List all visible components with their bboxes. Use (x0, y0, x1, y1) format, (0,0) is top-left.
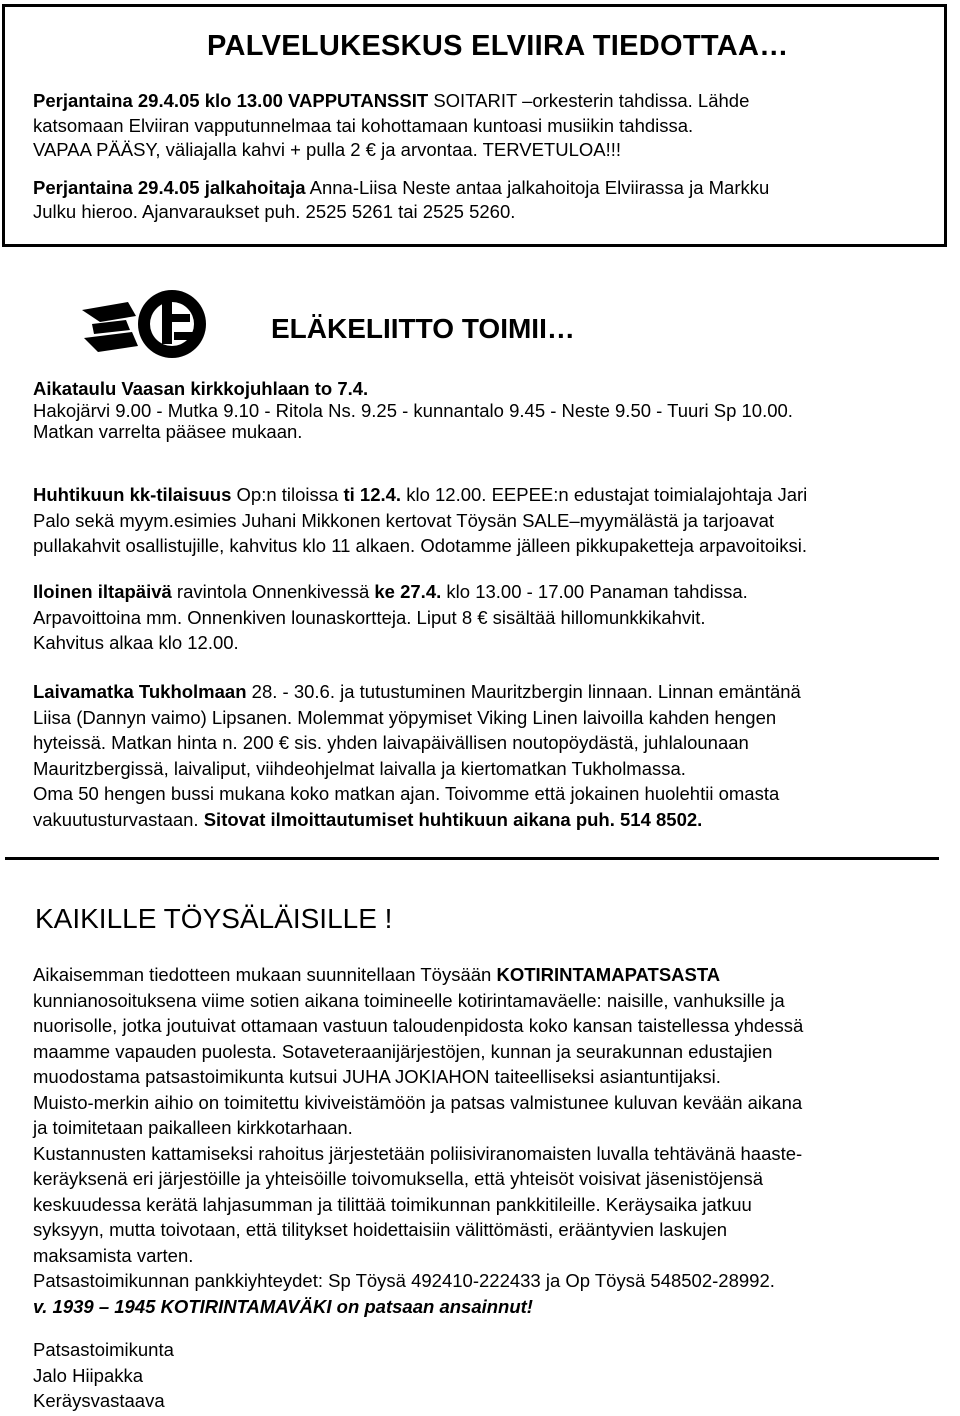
text-line: Kustannusten kattamiseksi rahoitus järjestetään poliisiviranomaisten luvalla tehtävänä haaste- (33, 1142, 803, 1164)
kotirintama-section (33, 962, 803, 1319)
text-line: Mauritzbergissä, laivaliput, viihdeohjelmat laivalla ja kiertomatkan Tukholmassa. (33, 757, 686, 779)
kotirintama-text: Aikaisemman tiedotteen mukaan suunnitellaan Töysään (33, 964, 497, 985)
text-line: maksamista varten. (33, 1244, 194, 1266)
elakeliitto-logo (80, 288, 218, 360)
text-line: kunnianosoituksena viime sotien aikana toimineelle kotirintamaväelle: naisille, vanhuksille ja (33, 989, 785, 1011)
laivamatka-text: 28. - 30.6. ja tutustuminen Mauritzbergin linnaan. Linnan emäntänä (246, 681, 801, 702)
text-line: VAPAA PÄÄSY, väliajalla kahvi + pulla 2 € ja arvontaa. TERVETULOA!!! (33, 139, 622, 160)
schedule-section (33, 378, 793, 443)
text-line: nuorisolle, jotka joutuivat ottamaan vastuun taloudenpidosta koko kansan taistellessa yhdessä (33, 1015, 804, 1036)
elviira-title: PALVELUKESKUS ELVIIRA TIEDOTTAA… (207, 30, 789, 62)
kk-text: klo 12.00. EEPEE:n edustajat toimialajohtaja Jari (401, 484, 808, 505)
iloinen-section (33, 579, 748, 656)
text-line: Oma 50 hengen bussi mukana koko matkan ajan. Toivomme että jokainen huolehtii omasta (33, 783, 780, 804)
text-line (33, 579, 748, 605)
jalkahoitaja-desc: Anna-Liisa Neste antaa jalkahoitoja Elviirassa ja Markku (305, 176, 770, 198)
kaikille-title: KAIKILLE TÖYSÄLÄISILLE ! (35, 903, 393, 934)
kk-section (33, 482, 807, 559)
text-line: Arpavoittoina mm. Onnenkiven lounaskortteja. Liput 8 € sisältää hillomunkkikahvit. (33, 606, 706, 628)
kk-text: Op:n tiloissa (231, 484, 344, 505)
text-line (33, 679, 801, 705)
schedule-line: Hakojärvi 9.00 - Mutka 9.10 - Ritola Ns. 9.25 - kunnantalo 9.45 - Neste 9.50 - Tuuri Sp 10.00. (33, 399, 793, 421)
kk-date: ti 12.4. (343, 484, 402, 505)
text-line: muodostama patsastoimikunta kutsui JUHA JOKIAHON taiteelliseksi asiantuntijaksi. (33, 1066, 721, 1087)
text-line: hyteissä. Matkan hinta n. 200 € sis. yhden laivapäivällisen noutopöydästä, juhlalounaan (33, 732, 749, 753)
text-line: Palo sekä myym.esimies Juhani Mikkonen kertovat Töysän SALE–myymälästä ja tarjoavat (33, 509, 775, 531)
signature (33, 1337, 174, 1414)
text-line: syksyyn, mutta toivotaan, että tilitykset hoidettaisiin välittömästi, erääntyvien laskujen (33, 1219, 728, 1240)
text-line (33, 807, 801, 833)
elviira-notice-text (33, 89, 769, 225)
text-line: Muisto-merkin aihio on toimitettu kiviveistämöön ja patsas valmistunee kuluvan kevään aikana (33, 1091, 803, 1113)
text-line (33, 962, 803, 988)
text-line: keskuudessa kerätä lahjasumman ja tilittää toimikunnan pankkitileille. Keräysaika jatkuu (33, 1193, 752, 1215)
signature-line: Jalo Hiipakka (33, 1364, 144, 1386)
text-line: keräyksenä eri järjestöille ja yhteisöille toivomuksella, että yhteisöt voisivat jäsenistöjensä (33, 1168, 764, 1189)
iloinen-heading: Iloinen iltapäivä (33, 581, 172, 602)
laivamatka-text: vakuutusturvastaan. (33, 808, 204, 830)
closing-slogan: v. 1939 – 1945 KOTIRINTAMAVÄKI on patsaan ansainnut! (33, 1295, 533, 1317)
laivamatka-heading: Laivamatka Tukholmaan (33, 681, 247, 702)
iloinen-text: ravintola Onnenkivessä (171, 581, 375, 602)
text-line: Patsastoimikunnan pankkiyhteydet: Sp Töysä 492410-222433 ja Op Töysä 548502-28992. (33, 1270, 775, 1291)
text-line (33, 89, 769, 114)
elakeliitto-title: ELÄKELIITTO TOIMII… (271, 313, 575, 344)
divider (5, 857, 939, 860)
text-line: ja toimitetaan paikalleen kirkkotarhaan. (33, 1117, 353, 1138)
text-line: Liisa (Dannyn vaimo) Lipsanen. Molemmat yöpymiset Viking Linen laivoilla kahden hengen (33, 706, 777, 728)
laivamatka-section (33, 679, 801, 832)
vapputanssit-desc: SOITARIT –orkesterin tahdissa. Lähde (428, 90, 750, 111)
iloinen-date: ke 27.4. (374, 581, 442, 602)
registration-note: Sitovat ilmoittautumiset huhtikuun aikana puh. 514 8502. (203, 808, 703, 830)
iloinen-text: klo 13.00 - 17.00 Panaman tahdissa. (441, 581, 748, 602)
kotirintamapatsas-label: KOTIRINTAMAPATSASTA (496, 964, 721, 985)
text-line (33, 482, 807, 508)
text-line: katsomaan Elviiran vapputunnelmaa tai kohottamaan kuntoasi musiikin tahdissa. (33, 114, 694, 136)
vapputanssit-date: Perjantaina 29.4.05 klo 13.00 VAPPUTANSSIT (33, 90, 429, 111)
kk-heading: Huhtikuun kk-tilaisuus (33, 484, 232, 505)
signature-line: Keräysvastaava (33, 1390, 165, 1411)
signature-line: Patsastoimikunta (33, 1339, 174, 1360)
jalkahoitaja-date: Perjantaina 29.4.05 jalkahoitaja (33, 176, 306, 198)
text-line: Kahvitus alkaa klo 12.00. (33, 632, 239, 653)
schedule-note: Matkan varrelta pääsee mukaan. (33, 421, 303, 442)
text-line: maamme vapauden puolesta. Sotaveteraanijärjestöjen, kunnan ja seurakunnan edustajien (33, 1040, 773, 1062)
text-line: Julku hieroo. Ajanvaraukset puh. 2525 5261 tai 2525 5260. (33, 201, 516, 222)
schedule-heading: Aikataulu Vaasan kirkkojuhlaan to 7.4. (33, 378, 369, 399)
text-line (33, 176, 769, 201)
text-line: pullakahvit osallistujille, kahvitus klo 11 alkaen. Odotamme jälleen pikkupaketteja arpavoitoiksi. (33, 535, 807, 556)
